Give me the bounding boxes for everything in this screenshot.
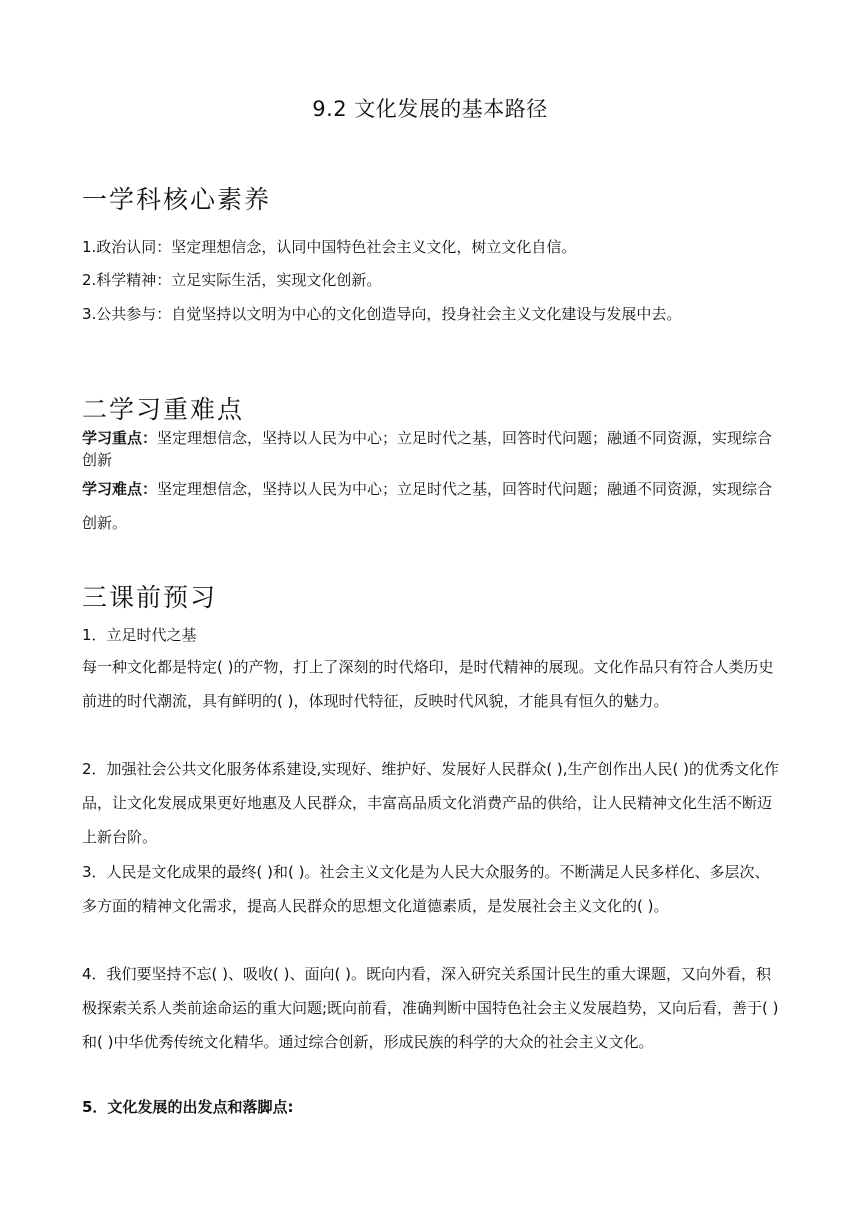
preview-q1-body: 每一种文化都是特定( )的产物，打上了深刻的时代烙印，是时代精神的展现。文化作品只有符合人类历史前进的时代潮流，具有鲜明的( )，体现时代特征，反映时代风貌，才能具有恒久的魅力。 xyxy=(82,658,774,710)
page-title: 9.2 文化发展的基本路径 xyxy=(312,97,548,121)
difficult-point-label: 学习难点： xyxy=(82,480,158,498)
difficult-point-paragraph xyxy=(82,472,782,540)
section-heading-key-points: 二学习重难点 xyxy=(82,395,245,424)
preview-q5-text: 5．文化发展的出发点和落脚点: xyxy=(82,1098,294,1116)
key-point-label: 学习重点： xyxy=(82,429,158,447)
section-heading-preview: 三课前预习 xyxy=(82,583,218,612)
preview-q4: 4．我们要坚持不忘( )、吸收( )、面向( )。既向内看，深入研究关系国计民生的重大课题，又向外看，积极探索关系人类前途命运的重大问题;既向前看，准确判断中国特色社会主义发展趋势，又向后看，善于( )和( )中华优秀传统文化精华。通过综合创新，形成民族的科学的大众的社会主义文化。 xyxy=(82,965,779,1051)
preview-q5 xyxy=(82,1096,782,1117)
preview-q1-title: 1．立足时代之基 xyxy=(82,626,197,644)
section-heading-core-literacy: 一学科核心素养 xyxy=(82,185,272,214)
preview-q3: 3．人民是文化成果的最终( )和( )。社会主义文化是为人民大众服务的。不断满足人民多样化、多层次、多方面的精神文化需求，提高人民群众的思想文化道德素质，是发展社会主义文化的( )。 xyxy=(82,863,770,915)
key-point-paragraph xyxy=(82,427,782,471)
key-point-text: 坚定理想信念，坚持以人民为中心；立足时代之基，回答时代问题；融通不同资源，实现综合创新 xyxy=(82,429,773,469)
difficult-point-text: 坚定理想信念，坚持以人民为中心；立足时代之基，回答时代问题；融通不同资源，实现综合创新。 xyxy=(82,480,773,532)
literacy-item-3: 3.公共参与：自觉坚持以文明为中心的文化创造导向，投身社会主义文化建设与发展中去。 xyxy=(82,305,682,323)
literacy-item-1: 1.政治认同：坚定理想信念，认同中国特色社会主义文化，树立文化自信。 xyxy=(82,238,577,256)
preview-q2: 2．加强社会公共文化服务体系建设,实现好、维护好、发展好人民群众( ),生产创作出人民( )的优秀文化作品，让文化发展成果更好地惠及人民群众，丰富高品质文化消费产品的供给，让人民精神文化生活不断迈上新台阶。 xyxy=(82,760,780,846)
literacy-item-2: 2.科学精神：立足实际生活，实现文化创新。 xyxy=(82,271,382,289)
